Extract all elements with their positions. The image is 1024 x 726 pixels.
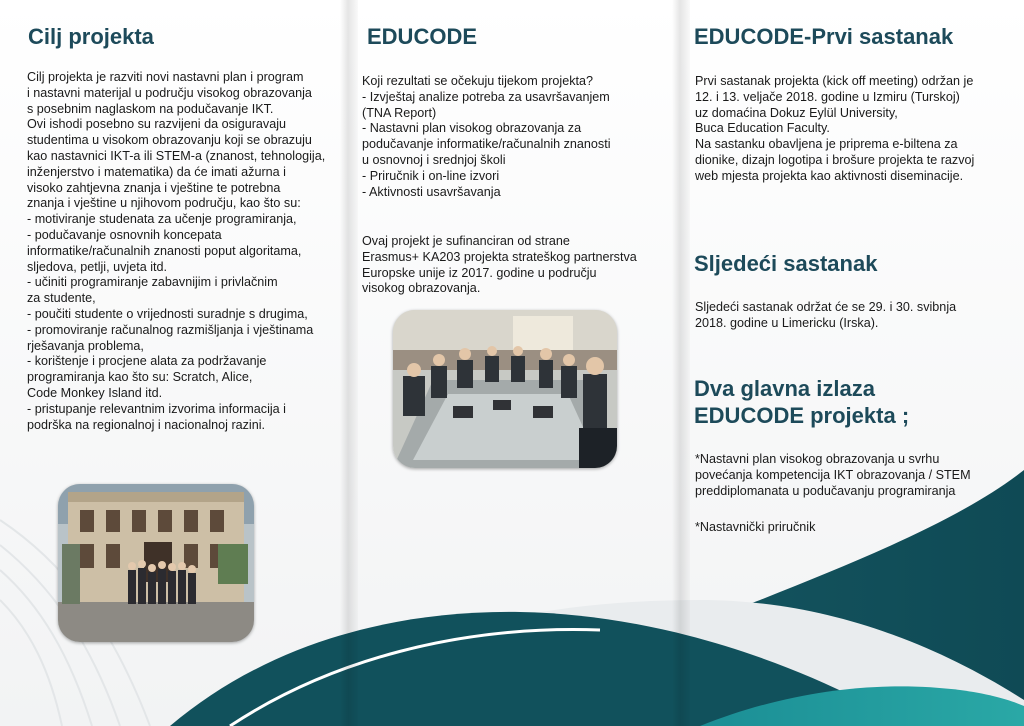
text-line: rješavanja problema, [27,338,144,353]
text-line: Cilj projekta je razviti novi nastavni plan i program [27,70,304,84]
panel3-meeting-text [695,74,974,185]
text-line: Buca Education Faculty. [695,121,830,136]
text-line: uz domaćina Dokuz Eylül University, [695,105,898,120]
meeting-photo [393,310,617,468]
outputs-text [695,452,971,499]
next-meeting-title: Sljedeći sastanak [694,251,878,276]
text-line: - poučiti studente o vrijednosti suradnje s drugima, [27,306,308,321]
panel-project-goal [0,0,345,726]
text-line: - motiviranje studenata za učenje programiranja, [27,212,297,227]
text-line: - Priručnik i on-line izvori [362,168,500,183]
group-photo-building [58,484,254,642]
text-line: podrška na regionalnoj i nacionalnoj razini. [27,417,266,432]
text-line: Koji rezultati se očekuju tijekom projekta? [362,74,593,88]
text-line: - pristupanje relevantnim izvorima informacija i [27,401,286,416]
text-line: visoko zahtjevna znanja i vještine te potrebna [27,180,281,195]
text-line: Erasmus+ KA203 projekta strateškog partnerstva [362,249,637,264]
text-line: Sljedeći sastanak održat će se 29. i 30. svibnja [695,300,957,314]
text-line: znanja i vještine u njihovom području, kao što su: [27,196,301,211]
panel1-body [27,70,325,433]
text-line: povećanja kompetencija IKT obrazovanja / STEM [695,467,971,482]
text-line: u osnovnoj i srednjoj školi [362,152,506,167]
text-line: 2018. godine u Limericku (Irska). [695,315,879,330]
text-line: s posebnim naglaskom na podučavanje IKT. [27,101,274,116]
text-line: web mjesta projekta kao aktivnosti diseminacije. [695,168,964,183]
text-line: - korištenje i procjene alata za podržavanje [27,354,267,369]
text-line: (TNA Report) [362,105,437,120]
panel-first-meeting [677,0,1024,726]
panel2-title: EDUCODE [367,24,478,49]
panel2-funding [362,234,637,297]
text-line: Na sastanku obavljena je priprema e-biltena za [695,137,958,152]
text-line: informatike/računalnih znanosti poput algoritama, [27,243,302,258]
text-line: programiranja kao što su: Scratch, Alice, [27,370,253,385]
text-line: Europske unije iz 2017. godine u području [362,265,597,280]
outputs-title-line-2: EDUCODE projekta ; [694,403,910,428]
text-line: sljedova, petlji, uvjeta itd. [27,259,168,274]
text-line: - učiniti programiranje zabavnijim i privlačnim [27,275,278,290]
next-meeting-text [695,300,956,332]
text-line: i nastavni materijal u području visokog obrazovanja [27,85,312,100]
outputs-title-line-1: Dva glavna izlaza [694,376,875,401]
panel1-title: Cilj projekta [28,24,154,49]
panel-educode [345,0,677,726]
text-line: Ovi ishodi posebno su razvijeni da osiguravaju [27,117,287,132]
panel3-title: EDUCODE-Prvi sastanak [694,24,954,49]
text-line: - podučavanje osnovnih koncepata [27,227,222,242]
text-line: visokog obrazovanja. [362,281,481,296]
text-line: za studente, [27,291,96,306]
text-line: preddiplomanata u podučavanju programiranja [695,483,956,498]
text-line: studentima u visokom obrazovanju koji se obrazuju [27,133,312,148]
text-line: Code Monkey Island itd. [27,385,163,400]
text-line: *Nastavni plan visokog obrazovanja u svrhu [695,452,940,466]
text-line: Ovaj projekt je sufinanciran od strane [362,234,570,248]
text-line: *Nastavnički priručnik [695,520,816,534]
text-line: inženjerstvo i matematika) da će imati ažurna i [27,164,286,179]
manual-text [695,520,815,536]
panel2-results [362,74,611,200]
text-line: podučavanje informatike/računalnih znanosti [362,137,611,152]
text-line: kao nastavnici IKT-a ili STEM-a (znanost, tehnologija, [27,148,326,163]
text-line: Prvi sastanak projekta (kick off meeting) održan je [695,74,974,88]
text-line: - promoviranje računalnog razmišljanja i vještinama [27,322,314,337]
text-line: - Nastavni plan visokog obrazovanja za [362,121,582,136]
text-line: dionike, dizajn logotipa i brošure projekta te razvoj [695,152,975,167]
text-line: 12. i 13. veljače 2018. godine u Izmiru (Turskoj) [695,89,960,104]
text-line: - Aktivnosti usavršavanja [362,184,501,199]
text-line: - Izvještaj analize potreba za usavršavanjem [362,89,610,104]
